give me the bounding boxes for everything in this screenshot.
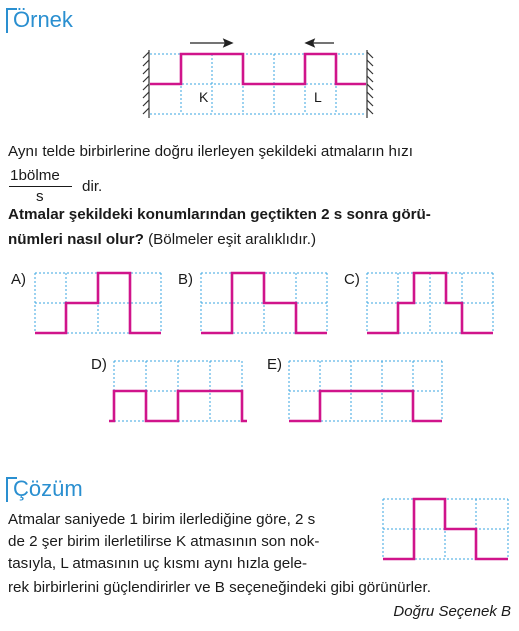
option-b-label: B) bbox=[178, 271, 193, 288]
question-line-2-rest: (Bölmeler eşit aralıklıdır.) bbox=[143, 231, 317, 248]
rope-figure bbox=[142, 36, 382, 126]
option-a-figure bbox=[34, 270, 164, 340]
option-d-figure bbox=[108, 358, 248, 430]
option-c-figure bbox=[366, 270, 496, 340]
option-e-figure bbox=[286, 358, 446, 430]
solution-line-4: rek birbirlerini güçlendirirler ve B seçeneğindeki gibi görünürler. bbox=[8, 579, 431, 596]
solution-line-2: de 2 şer birim ilerletilirse K atmasının son nok- bbox=[8, 533, 320, 550]
example-line-1: Aynı telde birbirlerine doğru ilerleyen şekildeki atmaların hızı bbox=[8, 143, 413, 160]
option-d-label: D) bbox=[91, 356, 107, 373]
question-line-2 bbox=[8, 229, 316, 250]
rope-pulses bbox=[150, 54, 366, 84]
option-a-label: A) bbox=[11, 271, 26, 288]
pulse-label-l: L bbox=[314, 89, 322, 105]
solution-heading: Çözüm bbox=[13, 476, 83, 501]
speed-denominator: s bbox=[36, 188, 44, 205]
question-line-2-bold: nümleri nasıl olur? bbox=[8, 231, 144, 248]
pulse-label-k: K bbox=[199, 89, 209, 105]
arrow-left-icon bbox=[306, 40, 334, 47]
solution-line-3: tasıyla, L atmasının uç kısmı aynı hızla gele- bbox=[8, 555, 308, 572]
option-e-label: E) bbox=[267, 356, 282, 373]
arrow-right-icon bbox=[190, 40, 232, 47]
speed-numerator: 1bölme bbox=[10, 167, 60, 184]
option-c-label: C) bbox=[344, 271, 360, 288]
solution-figure bbox=[380, 496, 512, 566]
example-heading: Örnek bbox=[13, 7, 73, 32]
left-wall bbox=[143, 50, 149, 118]
option-b-figure bbox=[200, 270, 330, 340]
question-line-1: Atmalar şekildeki konumlarından geçtikten 2 s sonra görü- bbox=[8, 206, 431, 223]
right-wall bbox=[367, 50, 373, 118]
answer-text: Doğru Seçenek B bbox=[393, 603, 511, 620]
solution-line-1: Atmalar saniyede 1 birim ilerlediğine göre, 2 s bbox=[8, 511, 316, 528]
speed-suffix: dir. bbox=[82, 178, 103, 195]
